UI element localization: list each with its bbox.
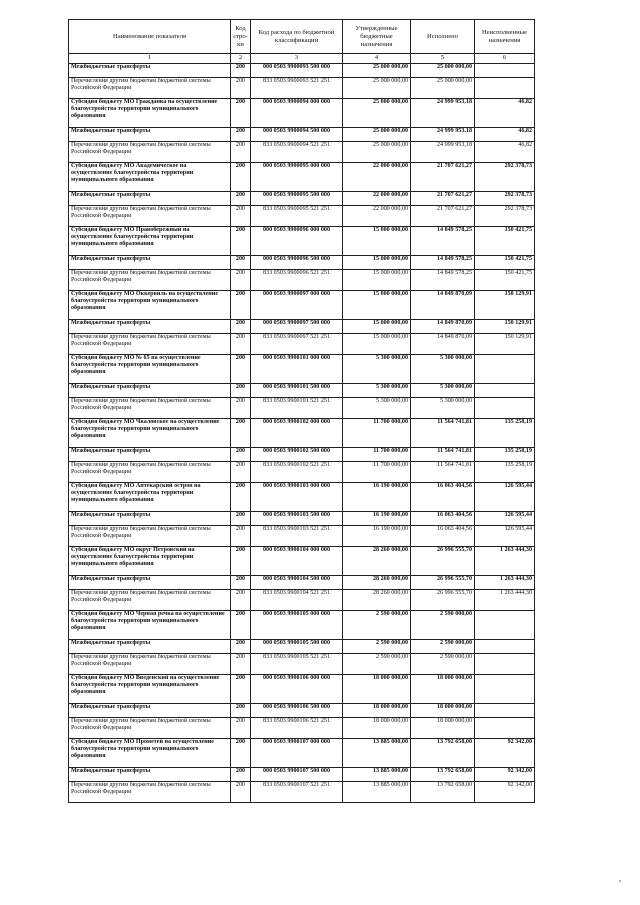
row-class-code: 000 0503 9900107 500 000 [251, 768, 343, 782]
row-name: Межбюджетные трансферты [69, 768, 231, 782]
row-class-code: 833 0503 9900103 521 251 [251, 526, 343, 547]
row-name: Субсидия бюджету МО Введенский на осуществление благоустройства территории муниципального образования [69, 675, 231, 704]
table-row [69, 718, 535, 739]
row-approved: 11 700 000,00 [343, 448, 411, 462]
row-approved: 15 000 000,00 [343, 270, 411, 291]
row-executed: 11 564 741,81 [411, 462, 475, 483]
row-class-code: 000 0503 9900096 000 000 [251, 227, 343, 256]
row-name: Перечисления другим бюджетам бюджетной системы Российской Федерации [69, 462, 231, 483]
row-executed: 14 849 578,25 [411, 227, 475, 256]
row-line-code: 200 [231, 128, 251, 142]
row-line-code: 200 [231, 547, 251, 576]
row-executed: 21 707 621,27 [411, 192, 475, 206]
row-line-code: 200 [231, 654, 251, 675]
column-number: 1 [69, 54, 231, 64]
column-number-row [69, 54, 535, 64]
row-class-code: 000 0503 9900096 500 000 [251, 256, 343, 270]
row-approved: 22 000 000,00 [343, 192, 411, 206]
table-row [69, 526, 535, 547]
row-unexecuted [475, 654, 535, 675]
row-executed: 13 792 658,00 [411, 782, 475, 803]
row-unexecuted: 150 129,91 [475, 334, 535, 355]
row-name: Субсидия бюджету МО Гражданка на осуществление благоустройства территории муниципального образования [69, 99, 231, 128]
row-line-code: 200 [231, 526, 251, 547]
row-class-code: 000 0503 9900105 500 000 [251, 640, 343, 654]
row-approved: 28 260 000,00 [343, 576, 411, 590]
row-class-code: 833 0503 9900094 521 251 [251, 142, 343, 163]
row-name: Субсидия бюджету МО Оккервиль на осуществление благоустройства территории муниципального образования [69, 291, 231, 320]
table-row [69, 675, 535, 704]
row-name: Межбюджетные трансферты [69, 512, 231, 526]
table-row [69, 739, 535, 768]
row-executed: 16 063 404,56 [411, 512, 475, 526]
row-approved: 22 000 000,00 [343, 163, 411, 192]
row-line-code: 200 [231, 355, 251, 384]
row-name: Субсидия бюджету МО № 65 на осуществление благоустройства территории муниципального образования [69, 355, 231, 384]
header-executed: Исполнено [411, 20, 475, 54]
row-approved: 25 000 000,00 [343, 142, 411, 163]
row-class-code: 000 0503 9900101 500 000 [251, 384, 343, 398]
row-line-code: 200 [231, 590, 251, 611]
row-line-code: 200 [231, 419, 251, 448]
row-executed: 24 999 953,18 [411, 128, 475, 142]
row-line-code: 200 [231, 398, 251, 419]
row-line-code: 200 [231, 611, 251, 640]
table-row [69, 192, 535, 206]
row-unexecuted: 1 263 444,30 [475, 576, 535, 590]
row-approved: 13 885 000,00 [343, 739, 411, 768]
table-row [69, 590, 535, 611]
row-unexecuted: 135 258,19 [475, 419, 535, 448]
row-unexecuted [475, 704, 535, 718]
table-row [69, 384, 535, 398]
table-row [69, 704, 535, 718]
row-name: Межбюджетные трансферты [69, 64, 231, 78]
row-unexecuted: 292 378,73 [475, 163, 535, 192]
table-row [69, 398, 535, 419]
table-row [69, 320, 535, 334]
row-unexecuted: 1 263 444,30 [475, 547, 535, 576]
row-name: Межбюджетные трансферты [69, 128, 231, 142]
column-number: 4 [343, 54, 411, 64]
row-executed: 16 063 404,56 [411, 526, 475, 547]
row-name: Субсидия бюджету МО Черная речка на осуществление благоустройства территории муниципального образования [69, 611, 231, 640]
row-executed: 26 996 555,70 [411, 576, 475, 590]
row-line-code: 200 [231, 640, 251, 654]
table-row [69, 448, 535, 462]
row-approved: 18 000 000,00 [343, 718, 411, 739]
row-executed: 2 590 000,00 [411, 654, 475, 675]
row-name: Межбюджетные трансферты [69, 320, 231, 334]
row-line-code: 200 [231, 704, 251, 718]
row-name: Перечисления другим бюджетам бюджетной системы Российской Федерации [69, 398, 231, 419]
row-class-code: 000 0503 9900094 000 000 [251, 99, 343, 128]
row-line-code: 200 [231, 334, 251, 355]
row-unexecuted: 150 421,75 [475, 270, 535, 291]
row-class-code: 000 0503 9900107 000 000 [251, 739, 343, 768]
table-row [69, 611, 535, 640]
row-class-code: 833 0503 9900107 521 251 [251, 782, 343, 803]
table-row [69, 270, 535, 291]
table-row [69, 512, 535, 526]
table-row [69, 99, 535, 128]
row-class-code: 833 0503 9900101 521 251 [251, 398, 343, 419]
row-approved: 2 590 000,00 [343, 640, 411, 654]
row-executed: 18 000 000,00 [411, 718, 475, 739]
row-executed: 25 000 000,00 [411, 78, 475, 99]
row-class-code: 000 0503 9900095 000 000 [251, 163, 343, 192]
row-unexecuted: 150 421,75 [475, 227, 535, 256]
row-unexecuted: 126 595,44 [475, 526, 535, 547]
row-class-code: 000 0503 9900104 000 000 [251, 547, 343, 576]
header-unexecuted: Неисполненные назначения [475, 20, 535, 54]
row-name: Перечисления другим бюджетам бюджетной системы Российской Федерации [69, 206, 231, 227]
row-executed: 24 999 953,18 [411, 142, 475, 163]
row-class-code: 000 0503 9900103 500 000 [251, 512, 343, 526]
row-class-code: 000 0503 9900104 500 000 [251, 576, 343, 590]
row-unexecuted: 135 258,19 [475, 462, 535, 483]
row-name: Субсидия бюджету МО округ Петровский на осуществление благоустройства территории муниципального образования [69, 547, 231, 576]
row-executed: 14 849 870,09 [411, 334, 475, 355]
row-line-code: 200 [231, 512, 251, 526]
row-approved: 25 000 000,00 [343, 78, 411, 99]
table-row [69, 128, 535, 142]
row-class-code: 000 0503 9900105 000 000 [251, 611, 343, 640]
row-class-code: 833 0503 9900105 521 251 [251, 654, 343, 675]
row-unexecuted [475, 355, 535, 384]
row-class-code: 000 0503 9900102 500 000 [251, 448, 343, 462]
row-approved: 25 000 000,00 [343, 64, 411, 78]
row-line-code: 200 [231, 256, 251, 270]
row-executed: 5 300 000,00 [411, 355, 475, 384]
row-unexecuted: 46,82 [475, 142, 535, 163]
row-approved: 18 000 000,00 [343, 675, 411, 704]
header-approved: Утвержденные бюджетные назначения [343, 20, 411, 54]
row-approved: 15 000 000,00 [343, 320, 411, 334]
row-name: Перечисления другим бюджетам бюджетной системы Российской Федерации [69, 270, 231, 291]
row-line-code: 200 [231, 576, 251, 590]
row-approved: 13 885 000,00 [343, 782, 411, 803]
table-row [69, 206, 535, 227]
budget-report-page [68, 19, 534, 803]
row-approved: 25 000 000,00 [343, 99, 411, 128]
row-line-code: 200 [231, 675, 251, 704]
row-unexecuted: 150 421,75 [475, 256, 535, 270]
row-executed: 18 000 000,00 [411, 704, 475, 718]
table-row [69, 334, 535, 355]
row-class-code: 000 0503 9900106 000 000 [251, 675, 343, 704]
row-class-code: 000 0503 9900106 500 000 [251, 704, 343, 718]
row-name: Перечисления другим бюджетам бюджетной системы Российской Федерации [69, 782, 231, 803]
row-approved: 16 190 000,00 [343, 483, 411, 512]
table-row [69, 419, 535, 448]
table-row [69, 64, 535, 78]
row-class-code: 000 0503 9900097 500 000 [251, 320, 343, 334]
table-row [69, 142, 535, 163]
row-class-code: 833 0503 9900102 521 251 [251, 462, 343, 483]
row-executed: 2 590 000,00 [411, 640, 475, 654]
row-approved: 15 000 000,00 [343, 334, 411, 355]
row-name: Субсидия бюджету МО Академическое на осуществление благоустройства территории муниципального образования [69, 163, 231, 192]
row-class-code: 000 0503 9900095 500 000 [251, 192, 343, 206]
row-line-code: 200 [231, 320, 251, 334]
row-line-code: 200 [231, 718, 251, 739]
column-number: 3 [251, 54, 343, 64]
row-class-code: 000 0503 9900102 000 000 [251, 419, 343, 448]
row-line-code: 200 [231, 163, 251, 192]
row-line-code: 200 [231, 782, 251, 803]
row-approved: 15 000 000,00 [343, 291, 411, 320]
row-unexecuted [475, 640, 535, 654]
row-approved: 5 300 000,00 [343, 398, 411, 419]
row-executed: 14 849 578,25 [411, 256, 475, 270]
row-name: Субсидия бюджету МО Прометей на осуществление благоустройства территории муниципального образования [69, 739, 231, 768]
row-executed: 18 000 000,00 [411, 675, 475, 704]
row-approved: 16 190 000,00 [343, 526, 411, 547]
row-executed: 13 792 658,00 [411, 768, 475, 782]
row-name: Перечисления другим бюджетам бюджетной системы Российской Федерации [69, 526, 231, 547]
header-name: Наименование показателя [69, 20, 231, 54]
row-line-code: 200 [231, 291, 251, 320]
row-unexecuted: 150 129,91 [475, 320, 535, 334]
row-approved: 28 260 000,00 [343, 547, 411, 576]
column-number: 2 [231, 54, 251, 64]
row-approved: 5 300 000,00 [343, 384, 411, 398]
table-row [69, 462, 535, 483]
row-name: Межбюджетные трансферты [69, 448, 231, 462]
header-line-code: Код стро-ки [231, 20, 251, 54]
table-row [69, 547, 535, 576]
row-class-code: 833 0503 9900104 521 251 [251, 590, 343, 611]
row-unexecuted: 92 342,00 [475, 768, 535, 782]
table-row [69, 227, 535, 256]
row-unexecuted: 292 378,73 [475, 206, 535, 227]
row-name: Межбюджетные трансферты [69, 704, 231, 718]
row-unexecuted: 92 342,00 [475, 782, 535, 803]
row-class-code: 833 0503 9900096 521 251 [251, 270, 343, 291]
row-executed: 26 996 555,70 [411, 547, 475, 576]
row-line-code: 200 [231, 64, 251, 78]
row-class-code: 000 0503 9900103 000 000 [251, 483, 343, 512]
row-name: Перечисления другим бюджетам бюджетной системы Российской Федерации [69, 718, 231, 739]
row-approved: 22 000 000,00 [343, 206, 411, 227]
table-row [69, 355, 535, 384]
table-header-row [69, 20, 535, 54]
row-unexecuted: 292 378,73 [475, 192, 535, 206]
row-name: Межбюджетные трансферты [69, 256, 231, 270]
row-approved: 15 000 000,00 [343, 227, 411, 256]
row-line-code: 200 [231, 739, 251, 768]
table-row [69, 78, 535, 99]
header-class-code: Код расхода по бюджетной классификации [251, 20, 343, 54]
row-name: Перечисления другим бюджетам бюджетной системы Российской Федерации [69, 334, 231, 355]
row-unexecuted: 126 595,44 [475, 512, 535, 526]
row-unexecuted [475, 718, 535, 739]
row-executed: 13 792 658,00 [411, 739, 475, 768]
row-executed: 26 996 555,70 [411, 590, 475, 611]
row-class-code: 833 0503 9900106 521 251 [251, 718, 343, 739]
row-class-code: 833 0503 9900093 521 251 [251, 78, 343, 99]
row-approved: 11 700 000,00 [343, 419, 411, 448]
row-name: Межбюджетные трансферты [69, 192, 231, 206]
row-unexecuted [475, 675, 535, 704]
row-executed: 5 300 000,00 [411, 384, 475, 398]
row-name: Перечисления другим бюджетам бюджетной системы Российской Федерации [69, 590, 231, 611]
row-approved: 5 300 000,00 [343, 355, 411, 384]
column-number: 6 [475, 54, 535, 64]
row-class-code: 000 0503 9900094 500 000 [251, 128, 343, 142]
row-unexecuted: 126 595,44 [475, 483, 535, 512]
row-approved: 28 260 000,00 [343, 590, 411, 611]
row-approved: 2 590 000,00 [343, 611, 411, 640]
table-body [69, 64, 535, 803]
table-row [69, 256, 535, 270]
table-row [69, 782, 535, 803]
row-name: Межбюджетные трансферты [69, 576, 231, 590]
table-row [69, 654, 535, 675]
row-executed: 14 849 870,09 [411, 291, 475, 320]
table-row [69, 163, 535, 192]
row-line-code: 200 [231, 142, 251, 163]
row-class-code: 000 0503 9900101 000 000 [251, 355, 343, 384]
row-name: Перечисления другим бюджетам бюджетной системы Российской Федерации [69, 78, 231, 99]
row-line-code: 200 [231, 483, 251, 512]
row-unexecuted: 1 263 444,30 [475, 590, 535, 611]
row-executed: 14 849 870,09 [411, 320, 475, 334]
row-unexecuted [475, 64, 535, 78]
row-line-code: 200 [231, 192, 251, 206]
row-line-code: 200 [231, 270, 251, 291]
row-unexecuted: 92 342,00 [475, 739, 535, 768]
row-name: Перечисления другим бюджетам бюджетной системы Российской Федерации [69, 142, 231, 163]
row-unexecuted: 150 129,91 [475, 291, 535, 320]
row-approved: 25 000 000,00 [343, 128, 411, 142]
row-name: Межбюджетные трансферты [69, 640, 231, 654]
row-unexecuted [475, 398, 535, 419]
row-executed: 24 999 953,18 [411, 99, 475, 128]
row-line-code: 200 [231, 227, 251, 256]
row-class-code: 833 0503 9900095 521 251 [251, 206, 343, 227]
row-unexecuted [475, 384, 535, 398]
table-row [69, 640, 535, 654]
row-name: Межбюджетные трансферты [69, 384, 231, 398]
row-executed: 21 707 621,27 [411, 206, 475, 227]
table-row [69, 291, 535, 320]
row-unexecuted: 46,82 [475, 128, 535, 142]
budget-execution-table [68, 19, 535, 803]
row-name: Субсидия бюджету МО Чкаловское на осуществление благоустройства территории муниципального образования [69, 419, 231, 448]
table-row [69, 576, 535, 590]
row-line-code: 200 [231, 99, 251, 128]
row-class-code: 000 0503 9900093 500 000 [251, 64, 343, 78]
row-executed: 25 000 000,00 [411, 64, 475, 78]
row-line-code: 200 [231, 462, 251, 483]
row-approved: 13 885 000,00 [343, 768, 411, 782]
row-name: Субсидия бюджету МО Аптекарский остров на осуществление благоустройства территории муниципального образования [69, 483, 231, 512]
row-name: Перечисления другим бюджетам бюджетной системы Российской Федерации [69, 654, 231, 675]
row-name: Субсидия бюджету МО Правобережный на осуществление благоустройства территории муниципального образования [69, 227, 231, 256]
row-unexecuted [475, 611, 535, 640]
row-approved: 11 700 000,00 [343, 462, 411, 483]
row-line-code: 200 [231, 384, 251, 398]
row-executed: 5 300 000,00 [411, 398, 475, 419]
row-executed: 11 564 741,81 [411, 448, 475, 462]
column-number: 5 [411, 54, 475, 64]
scan-speck [619, 880, 621, 882]
row-approved: 16 190 000,00 [343, 512, 411, 526]
row-executed: 2 590 000,00 [411, 611, 475, 640]
row-class-code: 000 0503 9900097 000 000 [251, 291, 343, 320]
row-executed: 14 849 578,25 [411, 270, 475, 291]
row-line-code: 200 [231, 448, 251, 462]
row-unexecuted: 135 258,19 [475, 448, 535, 462]
table-row [69, 768, 535, 782]
row-executed: 11 564 741,81 [411, 419, 475, 448]
row-unexecuted [475, 78, 535, 99]
row-approved: 18 000 000,00 [343, 704, 411, 718]
row-line-code: 200 [231, 768, 251, 782]
row-executed: 16 063 404,56 [411, 483, 475, 512]
row-approved: 15 000 000,00 [343, 256, 411, 270]
row-approved: 2 590 000,00 [343, 654, 411, 675]
row-class-code: 833 0503 9900097 521 251 [251, 334, 343, 355]
row-line-code: 200 [231, 78, 251, 99]
row-unexecuted: 46,82 [475, 99, 535, 128]
row-line-code: 200 [231, 206, 251, 227]
table-row [69, 483, 535, 512]
row-executed: 21 707 621,27 [411, 163, 475, 192]
